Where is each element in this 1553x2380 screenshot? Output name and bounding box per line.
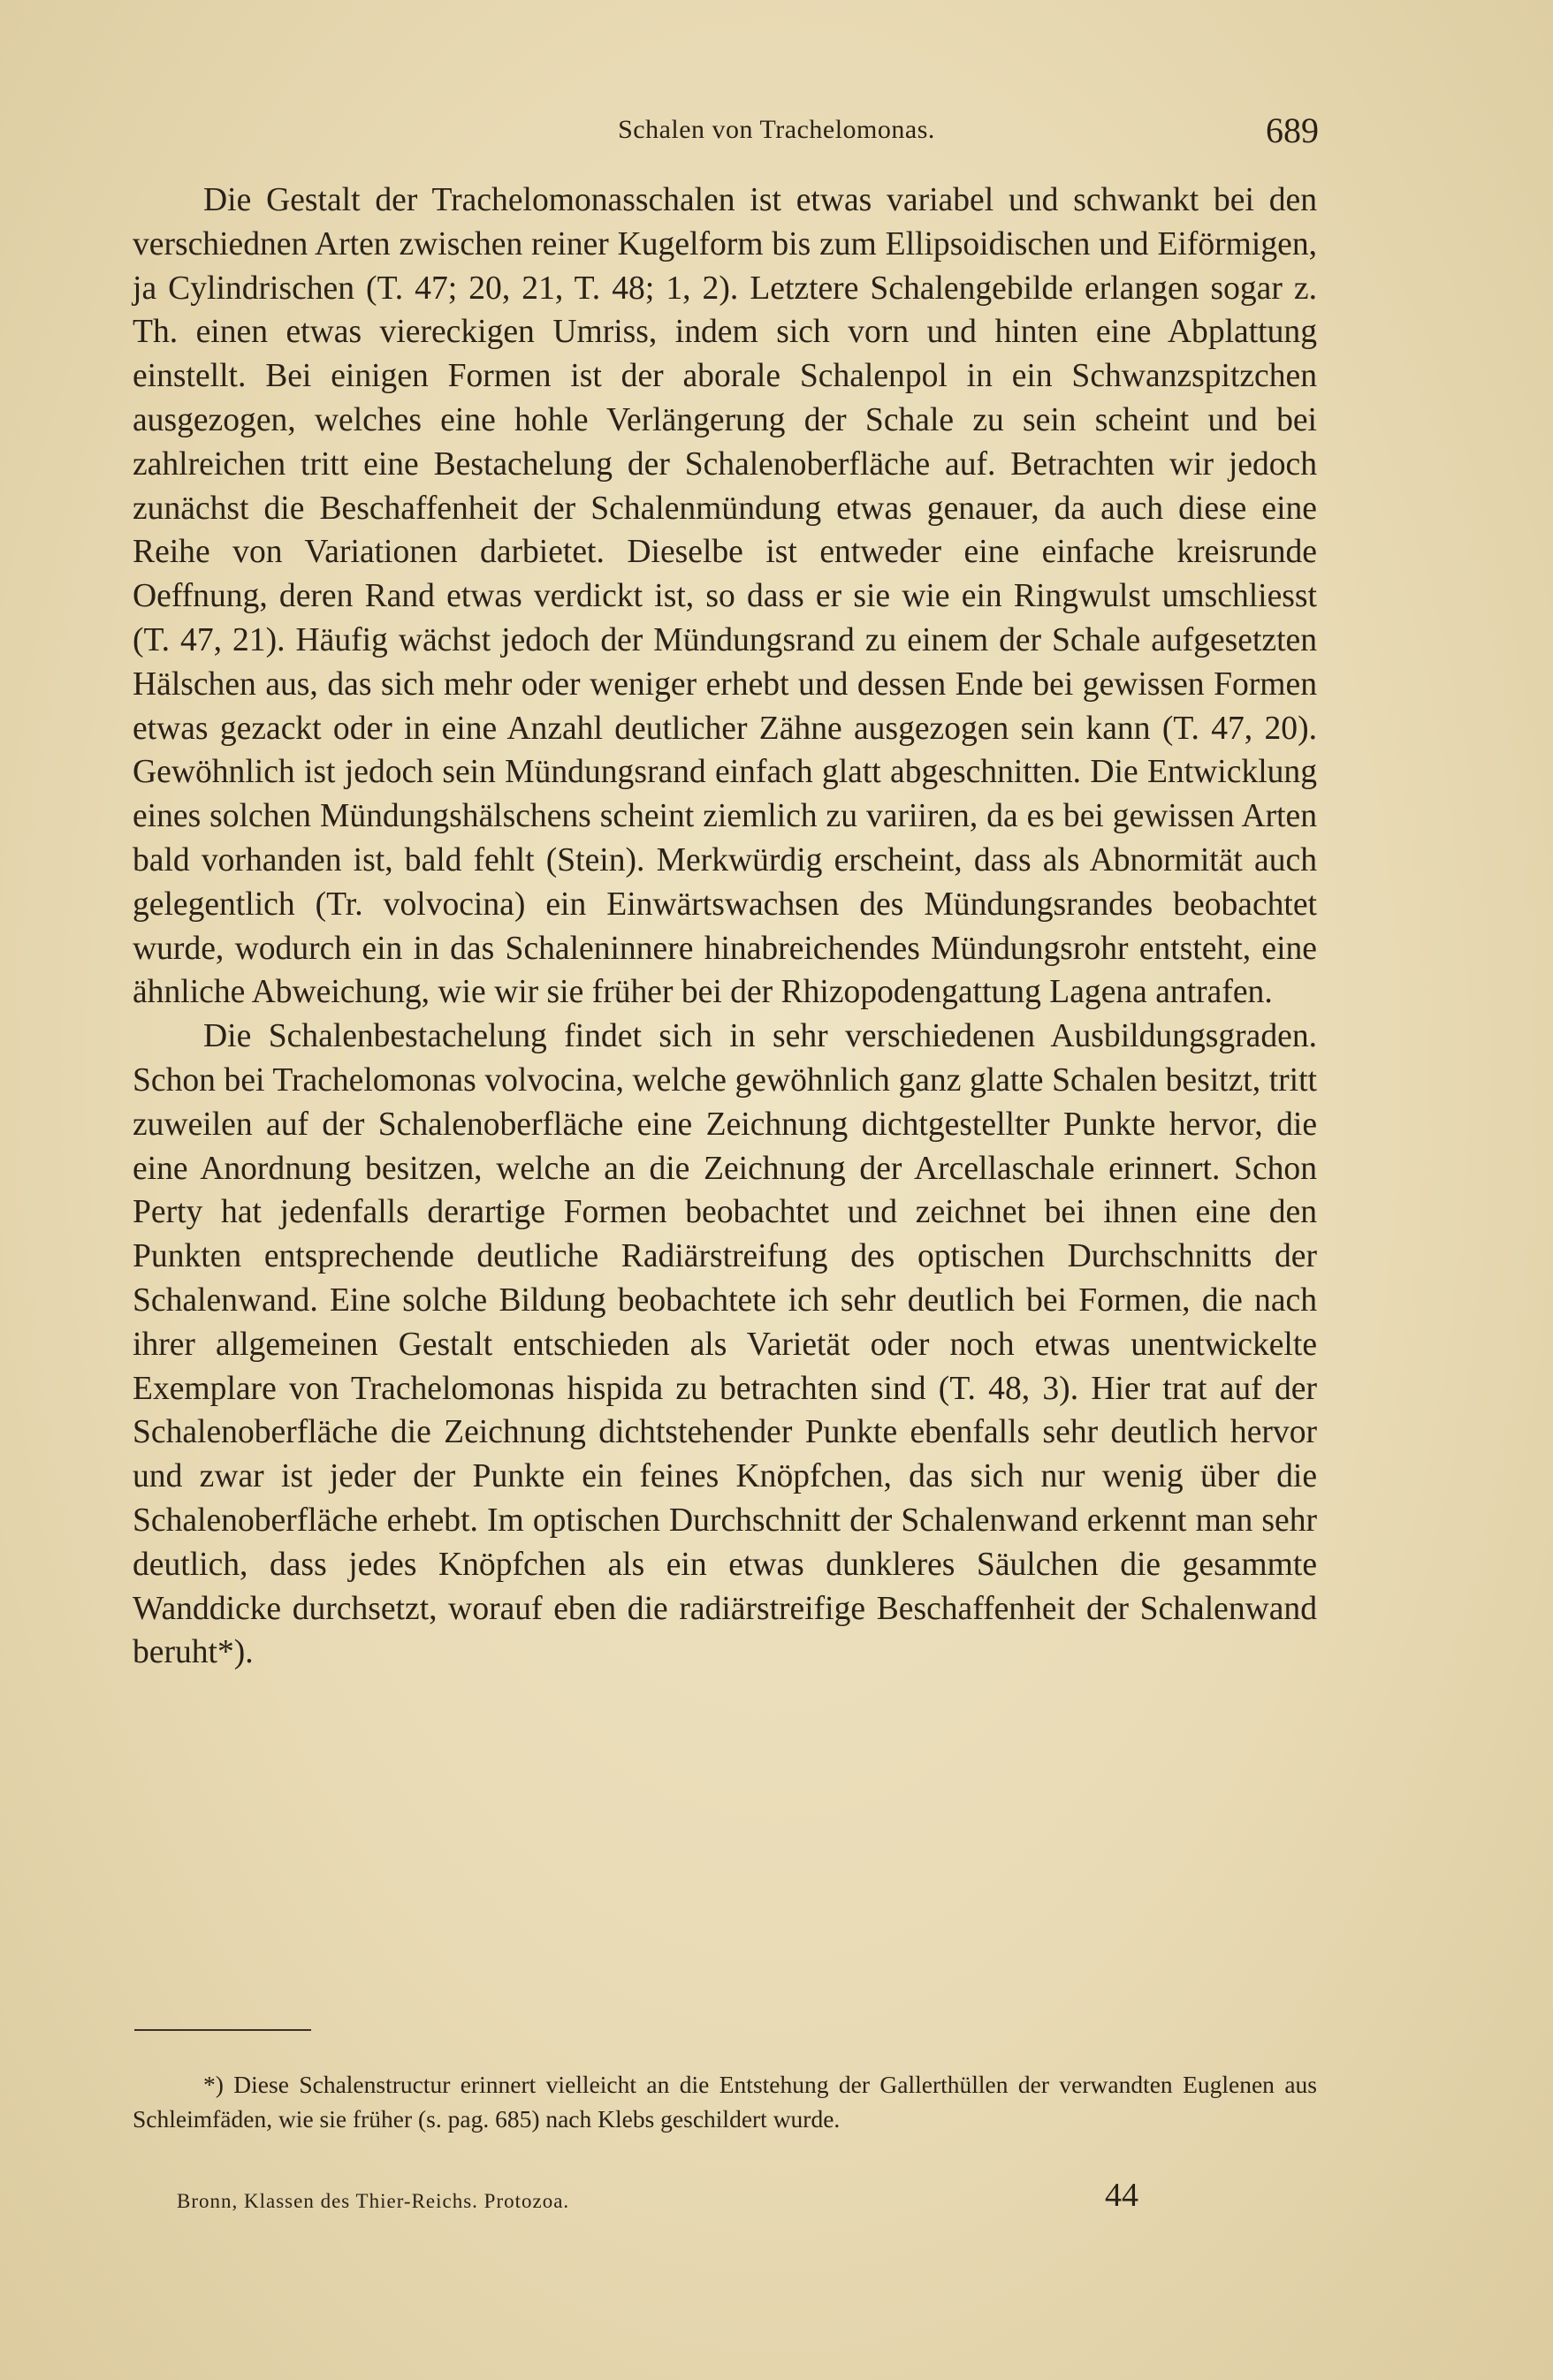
footnote: *) Diese Schalenstructur erinnert vielleicht an die Entstehung der Gallerthüllen der verwandten Euglenen aus Schleimfäden, wie sie früher (s. pag. 685) nach Klebs geschildert wurde. bbox=[133, 2071, 1317, 2133]
footnote-rule bbox=[134, 2029, 311, 2031]
paragraph-1: Die Gestalt der Trachelomonasschalen ist etwas variabel und schwankt bei den verschiednen Arten zwischen reiner Kugelform bis zum Ellipsoidischen und Eiförmigen, ja Cylindrischen (T. 47; 20, 21, T. 48; 1, 2). Letztere Schalengebilde erlangen sogar z. Th. einen etwas viereckigen Umriss, indem sich vorn und hinten eine Abplattung einstellt. Bei einigen Formen ist der aborale Schalenpol in ein Schwanzspitzchen ausgezogen, welches eine hohle Verlängerung der Schale zu sein scheint und bei zahlreichen tritt eine Bestachelung der Schalenoberfläche auf. Betrachten wir jedoch zunächst die Beschaffenheit der Schalenmündung etwas genauer, da auch diese eine Reihe von Variationen darbietet. Dieselbe ist entweder eine einfache kreisrunde Oeffnung, deren Rand etwas verdickt ist, so dass er sie wie ein Ringwulst umschliesst (T. 47, 21). Häufig wächst jedoch der Mündungsrand zu einem der Schale aufgesetzten Hälschen aus, das sich mehr oder weniger erhebt und dessen Ende bei gewissen Formen etwas gezackt oder in eine Anzahl deutlicher Zähne ausgezogen sein kann (T. 47, 20). Gewöhnlich ist jedoch sein Mündungsrand einfach glatt abgeschnitten. Die Entwicklung eines solchen Mündungshälschens scheint ziemlich zu variiren, da es bei gewissen Arten bald vorhanden ist, bald fehlt (Stein). Merkwürdig erscheint, dass als Abnormität auch gelegentlich (Tr. volvocina) ein Einwärtswachsen des Mündungsrandes beobachtet wurde, wodurch ein in das Schaleninnere hinabreichendes Mündungsrohr entsteht, eine ähnliche Abweichung, wie wir sie früher bei der Rhizopodengattung Lagena antrafen. bbox=[133, 182, 1317, 1011]
paragraph-2: Die Schalenbestachelung findet sich in sehr verschiedenen Ausbildungsgraden. Schon bei Trachelomonas volvocina, welche gewöhnlich ganz glatte Schalen besitzt, tritt zuweilen auf der Schalenoberfläche eine Zeichnung dichtgestellter Punkte hervor, die eine Anordnung besitzen, welche an die Zeichnung der Arcellaschale erinnert. Schon Perty hat jedenfalls derartige Formen beobachtet und zeichnet bei ihnen eine den Punkten entsprechende deutliche Radiärstreifung des optischen Durchschnitts der Schalenwand. Eine solche Bildung beobachtete ich sehr deutlich bei Formen, die nach ihrer allgemeinen Gestalt entschieden als Varietät oder noch etwas unentwickelte Exemplare von Trachelomonas hispida zu betrachten sind (T. 48, 3). Hier trat auf der Schalenoberfläche die Zeichnung dichtstehender Punkte ebenfalls sehr deutlich hervor und zwar ist jeder der Punkte ein feines Knöpfchen, das sich nur wenig über die Schalenoberfläche erhebt. Im optischen Durchschnitt der Schalenwand erkennt man sehr deutlich, dass jedes Knöpfchen als ein etwas dunkleres Säulchen die gesammte Wanddicke durchsetzt, worauf eben die radiärstreifige Beschaffenheit der Schalenwand beruht*). bbox=[133, 1018, 1317, 1671]
page-number: 689 bbox=[1266, 110, 1319, 150]
main-text bbox=[133, 179, 1317, 1675]
sheet-number: 44 bbox=[1105, 2177, 1138, 2214]
signature-line: Bronn, Klassen des Thier-Reichs. Protozoa. bbox=[177, 2190, 570, 2212]
running-head: Schalen von Trachelomonas. bbox=[618, 115, 935, 144]
page-header bbox=[0, 108, 1553, 152]
page-footer bbox=[0, 2176, 1553, 2229]
